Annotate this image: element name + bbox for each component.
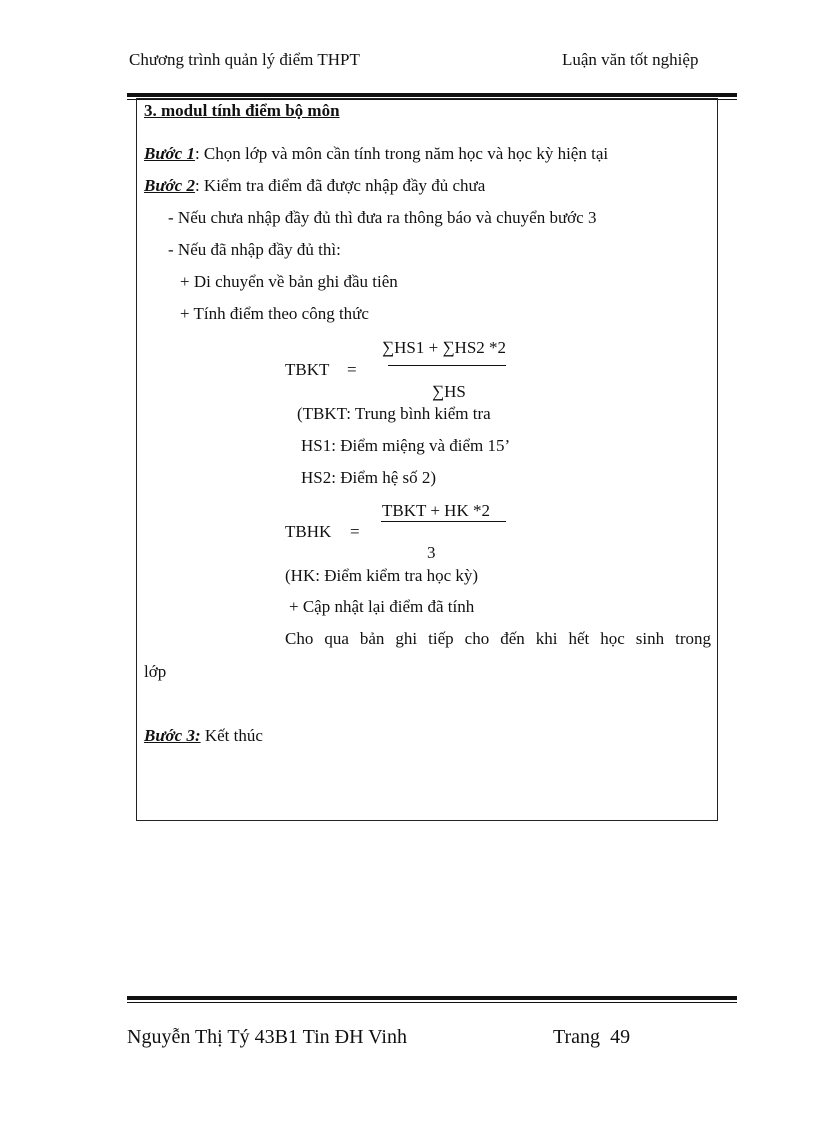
formula-1-lhs: TBKT (285, 360, 330, 379)
formula-2-numerator: TBKT + HK *2 (382, 501, 490, 520)
footer-author: Nguyễn Thị Tý 43B1 Tin ĐH Vinh (127, 1026, 407, 1048)
section-title: 3. modul tính điểm bộ môn (144, 101, 340, 120)
bullet-not-complete: - Nếu chưa nhập đầy đủ thì đưa ra thông báo và chuyển bước 3 (168, 208, 597, 227)
content-box (136, 98, 718, 821)
note-hk: (HK: Điểm kiểm tra học kỳ) (285, 566, 479, 585)
bullet-complete: - Nếu đã nhập đầy đủ thì: (168, 240, 341, 259)
formula-2-eq: = (350, 522, 360, 541)
formula-2-lhs: TBHK (285, 522, 332, 541)
step-2-text: : Kiểm tra điểm đã được nhập đầy đủ chưa (194, 176, 486, 195)
formula-1-denominator: ∑HS (432, 382, 466, 401)
step-3 (144, 726, 263, 746)
note-hs1: HS1: Điểm miệng và điểm 15’ (301, 436, 511, 455)
note-tbkt: (TBKT: Trung bình kiểm tra (297, 404, 491, 423)
footer-rule-thick (127, 996, 737, 1000)
header-rule-thick (127, 93, 737, 97)
loop-text-line-2: lớp (144, 662, 167, 681)
sub-move-first: + Di chuyển về bản ghi đầu tiên (180, 272, 398, 291)
formula-2-fraction-bar (381, 521, 506, 522)
footer-rule-thin (127, 1002, 737, 1003)
sub-calc: + Tính điểm theo công thức (180, 304, 369, 323)
formula-2-denominator: 3 (427, 543, 436, 562)
step-1-label: Bước 1 (144, 144, 195, 163)
formula-1-fraction-bar (388, 365, 506, 366)
loop-text-line-1: Cho qua bản ghi tiếp cho đến khi hết học sinh trong (285, 629, 711, 648)
step-2-label: Bước 2 (144, 176, 195, 195)
footer-page-label: Trang (553, 1026, 601, 1048)
step-2 (144, 176, 485, 196)
formula-1-eq: = (347, 360, 357, 379)
note-hs2: HS2: Điểm hệ số 2) (301, 468, 437, 487)
header-right: Luận văn tốt nghiệp (562, 50, 699, 69)
step-3-label: Bước 3: (144, 726, 201, 745)
step-1-text: : Chọn lớp và môn cần tính trong năm học và học kỳ hiện tại (194, 144, 609, 163)
sub-update: + Cập nhật lại điểm đã tính (289, 597, 475, 616)
header-left: Chương trình quản lý điểm THPT (129, 50, 360, 69)
step-1 (144, 144, 608, 164)
step-3-text: Kết thúc (200, 726, 263, 745)
footer-page (553, 1026, 630, 1049)
footer-page-number: 49 (610, 1026, 631, 1048)
formula-1-numerator: ∑HS1 + ∑HS2 *2 (382, 338, 507, 357)
